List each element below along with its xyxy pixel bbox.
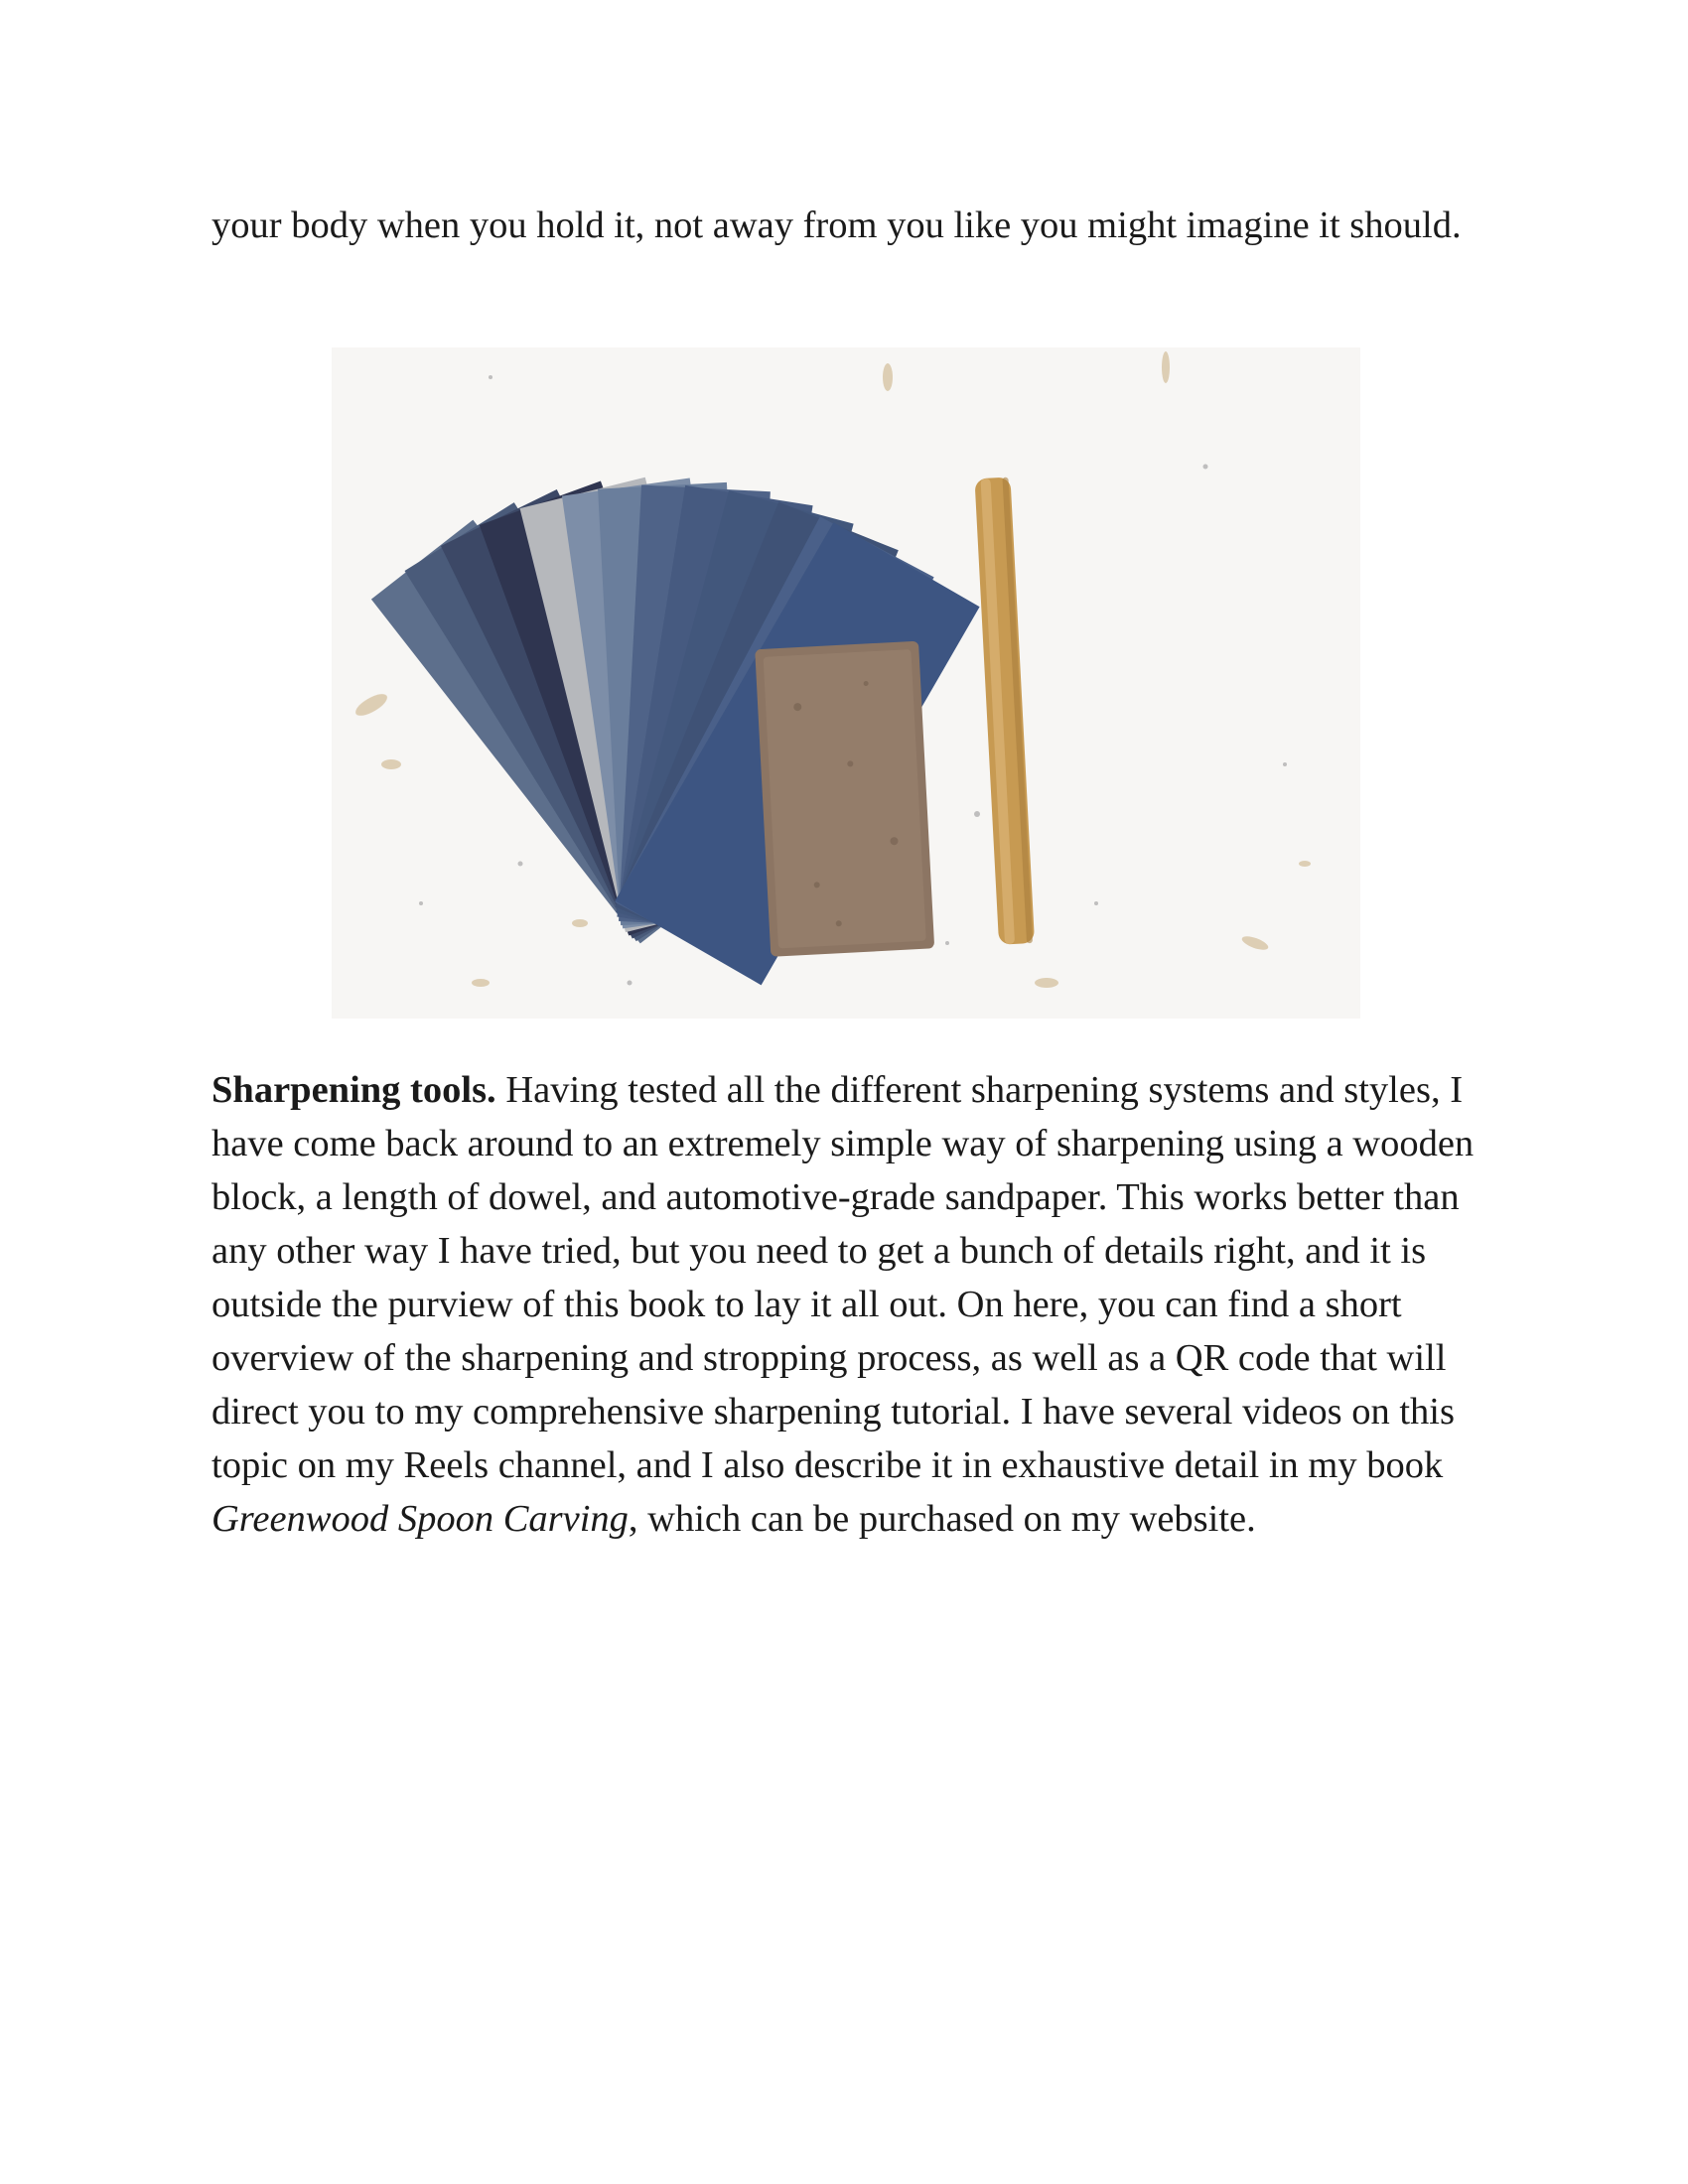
paragraph-continuation bbox=[211, 199, 1492, 252]
sharpening-tools-photo bbox=[332, 347, 1360, 1019]
paragraph-sharpening-tools bbox=[211, 1063, 1492, 1546]
paragraph-1-text: your body when you hold it, not away from you like you might imagine it should. bbox=[211, 205, 1462, 246]
sandpaper-block-dowel-photo-icon bbox=[332, 347, 1360, 1019]
paragraph-body-2: , which can be purchased on my website. bbox=[628, 1498, 1256, 1540]
book-title: Greenwood Spoon Carving bbox=[211, 1498, 629, 1540]
paragraph-lead-bold: Sharpening tools. bbox=[211, 1069, 496, 1111]
paragraph-body-1: Having tested all the different sharpening systems and styles, I have come back around to an extremely simple way of sharpening using a wooden block, a length of dowel, and automotive-grade sandpaper. This works better than any other way I have tried, but you need to get a bunch of details right, and it is outside the purview of this book to lay it all out. On here, you can find a short overview of the sharpening and stropping process, as well as a QR code that will direct you to my comprehensive sharpening tutorial. I have several videos on this topic on my Reels channel, and I also describe it in exhaustive detail in my book bbox=[211, 1069, 1475, 1486]
